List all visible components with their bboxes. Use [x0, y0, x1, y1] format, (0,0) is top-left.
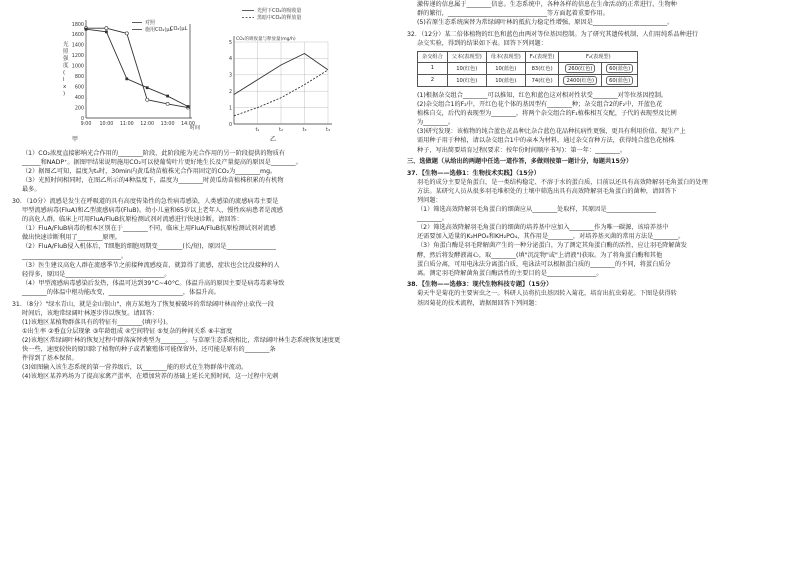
text-line: 方法。某研究人员从很多羽毛堆积处的土壤中筛选出具有高效降解羽毛角蛋白的菌种，请回答下: [417, 187, 677, 195]
text-line: 快一些，速度较快的原因除了植物的种子或者繁殖体可能保留外，还可能是原有的________条: [22, 345, 276, 353]
table-cell: 10(蓝色): [486, 62, 525, 74]
text-line: （3）角蛋白酶是羽毛降解菌产生的一种分泌蛋白，为了测定其角蛋白酶的活性，应让羽毛降解菌发: [417, 242, 687, 250]
text-line: 还需要加入适量的K₂HPO₄和KH₂PO₄，其作用是________，对培养基灭菌的常用方法是________。: [417, 233, 685, 241]
text-line: (3)研究发现：该植物的纯合蓝色花品种比杂合蓝色花品种抗病性更强，更具有利用价值。现生产上: [417, 128, 686, 136]
chart-jia-ylabel-char: l: [63, 77, 65, 83]
chart-yi: [220, 6, 340, 146]
chart-jia-point: [146, 86, 149, 89]
table-header-cell: 母本(表现型): [486, 51, 525, 62]
text-line: 杂交实验，得到的结果如下表。回答下列问题：: [417, 39, 547, 47]
table-cell: 74(红色): [525, 74, 559, 86]
chart-yi-xtick: t₃: [302, 127, 307, 133]
chart-jia-ytick: 1600: [71, 33, 84, 39]
chart-jia-xtick: 9:00: [80, 122, 92, 127]
table-header-cell: F₂(表现型): [559, 51, 638, 62]
chart-yi-xtick: t₂: [279, 127, 283, 133]
text-line: 羽毛的成分主要是角蛋白，是一类结构稳定、不溶于水的蛋白质，目前以还具有高效降解羽毛角蛋白的处理: [417, 178, 708, 186]
chart-yi-legend-label: 光照下CO₂的吸收量: [257, 8, 302, 14]
chart-jia-xlabel: 时间: [190, 125, 201, 131]
chart-yi-xtick: t₁: [255, 127, 260, 133]
text-line: (2)杂交组合1的F₂中，开红色花个体的基因型有________种；杂交组合2的F₂中，开蓝色花: [417, 101, 663, 109]
text-line: 基因菊花的技术流程，请据图回答下列问题：: [417, 299, 541, 307]
text-line: ________的体温中枢功能改变，________________________，体温升高。: [22, 288, 220, 296]
table-cell: 1: [418, 62, 448, 74]
table-header-cell: 父本(表现型): [447, 51, 486, 62]
text-line: 为________。: [417, 119, 455, 127]
chart-jia-ytick: 1800: [71, 22, 84, 28]
chart-jia-ytick: 1200: [71, 54, 84, 60]
chart-jia-xtick: 11:00: [119, 122, 134, 127]
chart-yi-ytick: 0: [228, 122, 232, 128]
chart-jia-ylabel-char: (: [63, 70, 66, 76]
cross-table: [417, 51, 638, 87]
chart-jia-ylabel-char: 照: [63, 49, 69, 55]
chart-jia-ytick: 600: [74, 85, 84, 91]
text-line: 植株自交，后代的表现型为________，将两个杂交组合的F₁植株相互交配，子代的表现型及比例: [417, 110, 677, 118]
cross-table-body: [418, 62, 638, 86]
text-line: 酵，然后将发酵液离心，取________(填"沉淀物"或"上清液")获取。为了将角蛋白酶和其他: [417, 251, 663, 259]
text-line: 三、选做题（从给出的两题中任选一道作答，多做则按第一题计分，每题共15分）: [407, 158, 633, 166]
text-line: （1）CO₂浓度直接影响光合作用的________阶段，此阶段能为光合作用的另一阶段提供的物质有: [22, 150, 286, 157]
left-text-block: [12, 149, 387, 381]
table-row: [418, 62, 638, 74]
chart-jia-point: [125, 77, 128, 80]
chart-jia-legend-label: 施用CO₂(μL: [145, 27, 173, 33]
chart-jia-ytick: 1000: [71, 64, 84, 70]
text-line: 需用种子用于种植，请以杂交组合1中的亲本为材料，通过杂交育种方法，获得纯合蓝色花植株: [417, 137, 675, 145]
text-line: 31．（8分）"绿水青山，就是金山银山"，南方某地为了恢复被破坏的常绿阔叶林而停止砍伐一段: [12, 300, 274, 308]
table-cell: 2: [418, 74, 448, 86]
text-line: 时间后，该地常绿阔叶林逐步得以恢复。请回答：: [22, 309, 159, 317]
text-line: (1)根据杂交组合________可以推知，红色和蓝色这对相对性状受________对等位基因控制。: [417, 91, 668, 99]
text-line: 30．（10分）流感是发生在呼吸道的具有高度传染性的急性病毒感染，人类感染的流感病毒主要是: [12, 197, 279, 205]
text-line: ______和NADP⁺。据图甲结果说明施用CO₂可以使葡萄叶片更好地生长及产量提高的原因是________。: [22, 159, 302, 167]
chart-jia-point: [105, 27, 108, 30]
chart-jia-ylabel-char: ): [63, 91, 66, 97]
table-header-cell: 杂交组合: [418, 51, 448, 62]
chart-yi-ylabel: CO₂的吸收量与释放量(mg/h): [236, 37, 296, 42]
chart-jia-point: [85, 28, 88, 31]
text-line: (4)该地区某养鸡场为了提高家禽产蛋率，在增加营养的基础上延长光照时间，这一过程中光刺: [22, 373, 279, 381]
chart-jia: [60, 6, 210, 146]
text-line: 的高危人群，临床上可用FluA/FluB抗原检测试剂对流感进行快速诊断。请回答：: [22, 216, 243, 224]
table-cell: 2400(红色): [559, 74, 602, 86]
text-line: 蛋白质分离，可用电泳法分离蛋白质，电泳法可以根据蛋白质的________的不同，将蛋白质分: [417, 260, 671, 268]
right-column: [407, 0, 782, 561]
text-line: 38．【生物——选修3：现代生物科技专题】（15分）: [407, 281, 553, 289]
text-line: （1）筛选高效降解羽毛角蛋白的细菌应从________处取样，其原因是________________: [417, 206, 657, 214]
chart-jia-xtick: 14:00: [181, 122, 195, 127]
table-cell: 10(蓝色): [486, 74, 525, 86]
chart-jia-ytick: 400: [74, 95, 84, 101]
chart-jia-caption: 甲: [72, 136, 79, 143]
figure-area: [12, 6, 387, 149]
text-line: 离。测定羽毛降解菌角蛋白酶活性的主要目的是________________。: [417, 269, 603, 277]
table-header-cell: F₁(表现型): [525, 51, 559, 62]
chart-yi-legend-label: 黑暗中CO₂的释放量: [257, 15, 302, 21]
chart-yi-xtick: t₄: [326, 127, 330, 133]
chart-jia-point: [105, 30, 108, 33]
text-line: （2）筛选高效降解羽毛角蛋白的细菌的培养基中应加入________作为唯一碳源，该培养基中: [417, 224, 669, 232]
right-text-block-b: [407, 91, 782, 308]
chart-yi-ytick: 5: [228, 40, 232, 46]
chart-jia-ytick: 1400: [71, 43, 84, 49]
chart-jia-point: [166, 95, 169, 98]
left-column: [12, 0, 387, 561]
text-line: ①出生率 ②垂直分层现象 ③年龄组成 ④空间特征 ⑤复杂的种间关系 ⑥丰富度: [22, 327, 233, 335]
chart-jia-ylabel-char: 强: [63, 56, 69, 62]
text-line: 菊天牛是菊花的主要害虫之一。科研人员将抗虫基因转入菊花，培育出抗虫菊花。下图是获得转: [417, 290, 677, 298]
text-line: 群的繁衍，________________________________等方面起着重要作用。: [417, 10, 609, 18]
chart-jia-ylabel-char: x: [63, 84, 67, 90]
text-line: 37．【生物——选修1：生物技术实践】（15分）: [407, 169, 540, 177]
chart-jia-legend-label: 对照: [145, 20, 156, 26]
text-line: 甲型流感病毒(FluA)和乙型流感病毒(FluB)。幼小儿童和65岁以上老年人，慢性疾病患者是流感: [22, 207, 283, 215]
chart-jia-series-line: [86, 28, 188, 107]
chart-jia-ylabel-char: 光: [63, 42, 69, 48]
table-cell: 260(红色): [559, 62, 602, 74]
table-cell: 10(红色): [447, 62, 486, 74]
text-line: 做出快速诊断利用了________原理。: [22, 234, 121, 242]
chart-yi-ytick: 2: [228, 90, 232, 95]
text-line: （4）甲型流感病毒感染后发热，体温可达到39°C~40°C。体温升高的原因主要是病毒毒素导致: [22, 279, 285, 287]
chart-jia-ylabel2: CO₂(μL: [170, 26, 188, 32]
table-cell: 10(红色): [447, 74, 486, 86]
text-line: (3)如图输入该生态系统的第一营养级后，以________能的形式在生物群落中流动。: [22, 364, 248, 372]
text-line: （2）FluA/FluB侵入机体后，T细胞的细胞周期变________(长/短)，原因是________________: [22, 243, 276, 251]
text-line: 种子，写出简要培育过程(要求：按年份时间顺序书写)：第一年：________。: [417, 146, 627, 154]
text-line: 激传递的信息属于________信息。生态系统中，各种各样的信息在生命活动的正常进行，生物种: [417, 1, 677, 8]
table-row: [418, 74, 638, 86]
chart-jia-point: [166, 102, 169, 105]
chart-jia-xtick: 13:00: [160, 122, 175, 127]
text-line: （2）据图乙可知，温度为t₄时，30min内黄瓜幼苗植株光合作用固定的CO₂为________mg。: [22, 168, 277, 176]
right-text-block-a: [407, 0, 782, 48]
chart-jia-ytick: 0: [80, 116, 84, 122]
text-line: ________________________________。: [22, 252, 128, 260]
chart-jia-svg: [60, 6, 210, 146]
text-line: (1)该地区某植物群落具有的特征有________(填序号)。: [22, 318, 172, 326]
text-line: (2)该地区常绿阔叶林的恢复过程中群落演替类型为________。与草原生态系统相比，常绿阔叶林生态系统恢复速度更: [22, 336, 341, 344]
chart-yi-ytick: 4: [228, 57, 232, 63]
table-cell: 60(蓝色): [602, 62, 638, 74]
text-line: ________。: [417, 215, 448, 223]
chart-jia-ytick: 800: [74, 75, 84, 81]
text-line: （1）FluA/FluB病毒的根本区别在于________不同，临床上用FluA/FluB抗原检测试剂对流感: [22, 225, 276, 233]
cross-table-header: [418, 51, 638, 62]
text-line: 件得到了基本保留。: [22, 355, 78, 363]
chart-yi-caption: 乙: [270, 136, 277, 143]
chart-jia-point: [125, 32, 128, 35]
table-cell: 60(蓝色): [602, 74, 638, 86]
chart-yi-svg: [220, 6, 340, 146]
chart-jia-xtick: 12:00: [140, 122, 155, 127]
chart-jia-ytick: 200: [74, 106, 84, 112]
chart-jia-ylabel-char: 度: [63, 63, 69, 69]
text-line: （3）医生建议高危人群在流感季节之前接种流感疫苗，就算得了流感，症状也会比没接种的人: [22, 261, 280, 269]
text-line: 列问题：: [417, 197, 442, 204]
text-line: 最多。: [22, 186, 41, 194]
chart-jia-point: [187, 105, 190, 108]
table-cell: 83(红色): [525, 62, 559, 74]
text-line: 32．（12分）某二倍体植物的红色和蓝色由两对等位基因控制。为了研究其遗传机制，人们用纯系品种进行: [407, 30, 699, 38]
chart-jia-xtick: 10:00: [99, 122, 114, 127]
text-line: 轻得多，原因是________________________________。: [22, 270, 171, 278]
text-line: （3）光照时间相同时，在图乙所示的4种温度下，温度为________时黄瓜幼苗植株积累的有机物: [22, 177, 284, 185]
text-line: (5)若原生态系统演替为常绿阔叶林的抵抗力稳定性增强，原因是________________________。: [417, 19, 674, 27]
chart-jia-point: [146, 98, 149, 101]
chart-yi-ytick: 3: [228, 73, 232, 79]
chart-yi-ytick: 1: [228, 106, 232, 112]
